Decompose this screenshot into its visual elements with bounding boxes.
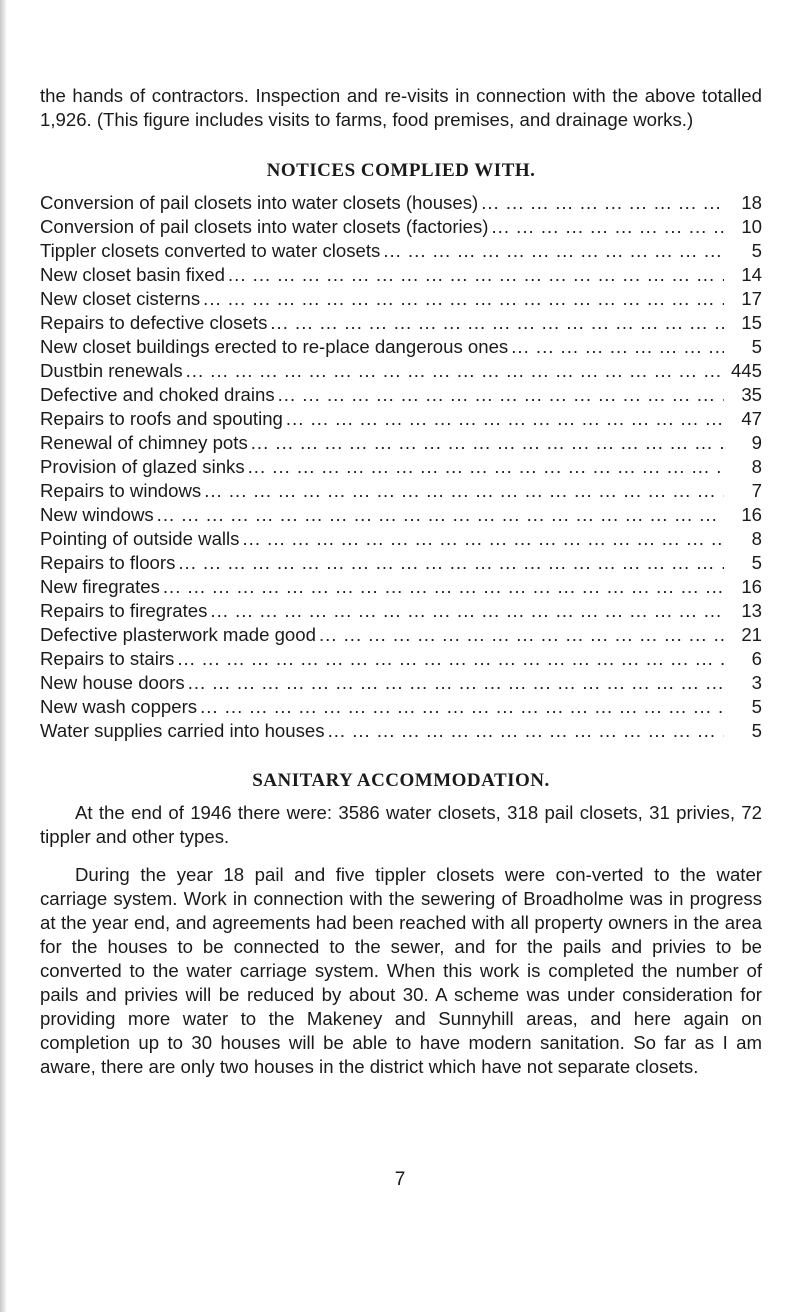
dot-leader [207,599,724,623]
notice-row [40,551,762,575]
sanitary-paragraph-1: At the end of 1946 there were: 3586 water closets, 318 pail closets, 31 privies, 72 tippler and other types. [40,802,762,847]
notice-row [40,335,762,359]
notice-label: Conversion of pail closets into water closets (factories) [40,216,489,237]
notice-row [40,431,762,455]
notice-count: 17 [741,288,762,309]
notice-label: Conversion of pail closets into water closets (houses) [40,192,479,213]
notice-row [40,719,762,743]
notice-row [40,455,762,479]
notice-count: 16 [741,576,762,597]
notice-label: Defective and choked drains [40,384,275,405]
notice-row [40,359,762,383]
notice-row [40,599,762,623]
notices-table [40,191,762,743]
document-page [40,84,762,1079]
notice-count: 6 [751,648,762,669]
notice-label: Provision of glazed sinks [40,456,245,477]
notice-label: Repairs to stairs [40,648,175,669]
notice-label: Water supplies carried into houses [40,720,325,741]
intro-paragraph: the hands of contractors. Inspection and re-visits in connection with the above totalled 1,926. (This figure includes visits to farms, food premises, and drainage works.) [40,85,762,130]
notice-label: New closet basin fixed [40,264,225,285]
notice-row [40,527,762,551]
notice-count: 5 [751,720,762,741]
notice-count: 5 [751,552,762,573]
dot-leader [185,671,724,695]
notice-row [40,671,762,695]
notice-count: 18 [741,192,762,213]
notice-count: 10 [741,216,762,237]
dot-leader [183,359,724,383]
dot-leader [248,431,724,455]
notice-label: Dustbin renewals [40,360,183,381]
notice-count: 3 [751,672,762,693]
notice-count: 35 [741,384,762,405]
dot-leader [489,215,724,239]
notice-count: 8 [751,456,762,477]
notice-count: 5 [751,336,762,357]
dot-leader [225,263,724,287]
notice-row [40,287,762,311]
dot-leader [175,551,724,575]
notice-row [40,695,762,719]
dot-leader [508,335,724,359]
dot-leader [174,647,724,671]
notice-label: New closet buildings erected to re-place dangerous ones [40,336,509,357]
page-edge-shadow [0,0,6,1312]
notice-count: 47 [741,408,762,429]
notice-label: Defective plasterwork made good [40,624,316,645]
notice-row [40,191,762,215]
notice-row [40,575,762,599]
notice-label: Repairs to windows [40,480,202,501]
notice-row [40,647,762,671]
notice-count: 13 [741,600,762,621]
notice-count: 7 [751,480,762,501]
page-number: 7 [394,1169,406,1190]
notice-label: New house doors [40,672,185,693]
notice-count: 14 [741,264,762,285]
notice-row [40,407,762,431]
sanitary-paragraph-2: During the year 18 pail and five tippler closets were con-verted to the water carriage system. Work in connection with the sewering of Broadholme was in progress at the year end, and agreements had been reached with all property owners in the area for the houses to be connected to the sewer, and for the pails and privies to be converted to the water carriage system. When this work is completed the number of pails and privies will be reduced by about 30. A scheme was under consideration for providing more water to the Makeney and Sunnyhill areas, and here again on completion up to 30 houses will be able to have modern sanitation. So far as I am aware, there are only two houses in the district which have not separate closets. [40,864,762,1077]
notice-label: New closet cisterns [40,288,201,309]
dot-leader [239,527,724,551]
dot-leader [201,479,724,503]
dot-leader [200,287,724,311]
notice-row [40,383,762,407]
notice-label: Pointing of outside walls [40,528,240,549]
dot-leader [380,239,724,263]
notice-count: 15 [741,312,762,333]
notice-row [40,503,762,527]
notices-heading: NOTICES COMPLIED WITH. [266,160,536,181]
notice-count: 9 [751,432,762,453]
notice-label: New windows [40,504,154,525]
notice-count: 16 [741,504,762,525]
dot-leader [275,383,724,407]
notice-count: 5 [751,240,762,261]
notice-label: New wash coppers [40,696,198,717]
notice-label: New firegrates [40,576,160,597]
notice-label: Repairs to defective closets [40,312,268,333]
notice-count: 21 [741,624,762,645]
dot-leader [245,455,724,479]
notice-row [40,623,762,647]
notice-row [40,263,762,287]
sanitary-heading: SANITARY ACCOMMODATION. [252,770,550,791]
dot-leader [160,575,724,599]
notice-row [40,239,762,263]
notice-count: 8 [751,528,762,549]
notice-label: Repairs to firegrates [40,600,208,621]
dot-leader [283,407,724,431]
dot-leader [197,695,724,719]
dot-leader [478,191,724,215]
notice-count: 5 [751,696,762,717]
dot-leader [267,311,724,335]
notice-row [40,311,762,335]
notice-count: 445 [730,360,762,381]
notice-row [40,479,762,503]
notice-label: Renewal of chimney pots [40,432,248,453]
dot-leader [325,719,724,743]
notice-row [40,215,762,239]
notice-label: Repairs to roofs and spouting [40,408,283,429]
notice-label: Tippler closets converted to water closets [40,240,381,261]
dot-leader [154,503,724,527]
dot-leader [316,623,724,647]
notice-label: Repairs to floors [40,552,176,573]
